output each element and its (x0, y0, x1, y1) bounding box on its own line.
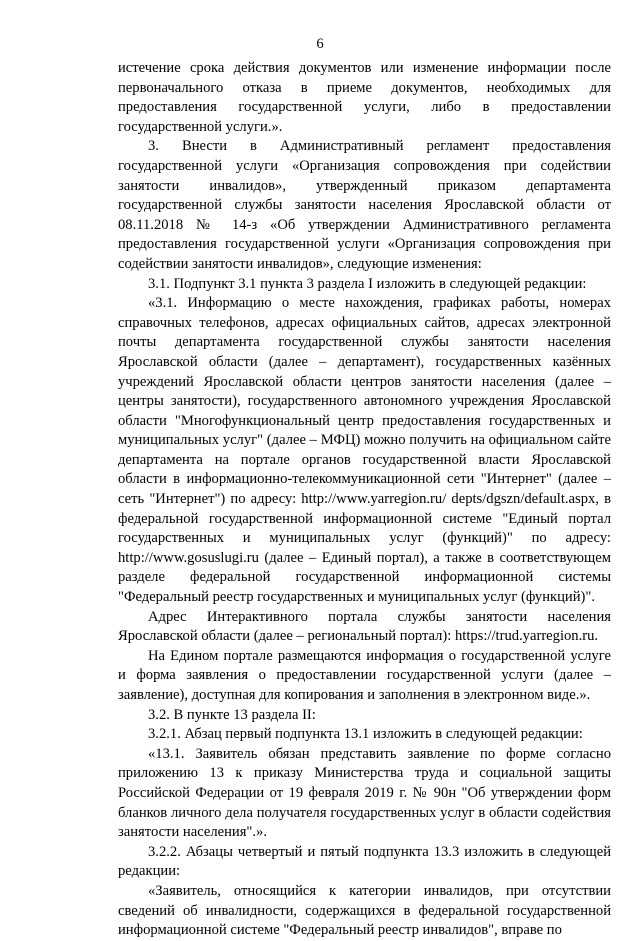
paragraph-continuation: истечение срока действия документов или изменение информации после первоначального отказа в приеме документов, необходимых для предоставления государственной услуги, либо в предоставлении государственной услуги.». (118, 60, 611, 135)
paragraph-quote-13-1: «13.1. Заявитель обязан представить заявление по форме согласно приложению 13 к приказу Министерства труда и социальной защиты Российской Федерации от 19 февраля 2019 г. № 90н "Об утверждении форм бланков личного дела получателя государственных услуг в области содействия занятости населения".». (118, 745, 611, 841)
page-number: 6 (316, 36, 324, 52)
paragraph-item-3-2-2: 3.2.2. Абзацы четвертый и пятый подпункта 13.3 изложить в следующей редакции: (118, 843, 611, 880)
paragraph-quote-3-1: «3.1. Информацию о месте нахождения, графиках работы, номерах справочных телефонов, адресах официальных сайтов, адресах электронной почты департамента государственной службы занятости населения Ярославской области (далее – департамент), государственных казённых учреждений Ярославской области центров занятости населения (далее – центры занятости), государственного автономного учреждения Ярославской области "Многофункциональный центр предоставления государственных и муниципальных услуг" (далее – МФЦ) можно получить на официальном сайте департамента на портале органов государственной власти Ярославской области в информационно-телекоммуникационной сети "Интернет" (далее – сеть "Интернет") по адресу: http://www.yarregion.ru/ depts/dgszn/default.aspx, в федеральной государственной информационной системе "Единый портал государственных и муниципальных услуг (функций)" по адресу: http://www.gosuslugi.ru (далее – Единый портал), а также в соответствующем разделе федеральной государственной информационной системы "Федеральный реестр государственных и муниципальных услуг (функций)". (118, 295, 611, 606)
paragraph-item-3: 3. Внести в Административный регламент предоставления государственной услуги «Организация сопровождения при содействии занятости инвалидов», утвержденный приказом департамента государственной службы занятости населения Ярославской области от 08.11.2018 № 14-з «Об утверждении Административного регламента предоставления государственной услуги «Организация сопровождения при содействии занятости инвалидов», следующие изменения: (118, 138, 611, 272)
paragraph-regional-portal: Адрес Интерактивного портала службы занятости населения Ярославской области (далее – региональный портал): https://trud.yarregion.ru. (118, 608, 611, 645)
paragraph-item-3-2: 3.2. В пункте 13 раздела II: (148, 706, 316, 723)
paragraph-item-3-2-1: 3.2.1. Абзац первый подпункта 13.1 изложить в следующей редакции: (148, 726, 583, 743)
paragraph-item-3-1: 3.1. Подпункт 3.1 пункта 3 раздела I изложить в следующей редакции: (148, 275, 587, 292)
paragraph-unified-portal: На Едином портале размещаются информация о государственной услуге и форма заявления о предоставлении государственной услуги (далее – заявление), доступная для копирования и заполнения в электронном виде.». (118, 647, 611, 703)
document-body (118, 59, 611, 941)
paragraph-quote-applicant: «Заявитель, относящийся к категории инвалидов, при отсутствии сведений об инвалидности, содержащихся в федеральной государственной информационной системе "Федеральный реестр инвалидов", вправе по (118, 882, 611, 939)
